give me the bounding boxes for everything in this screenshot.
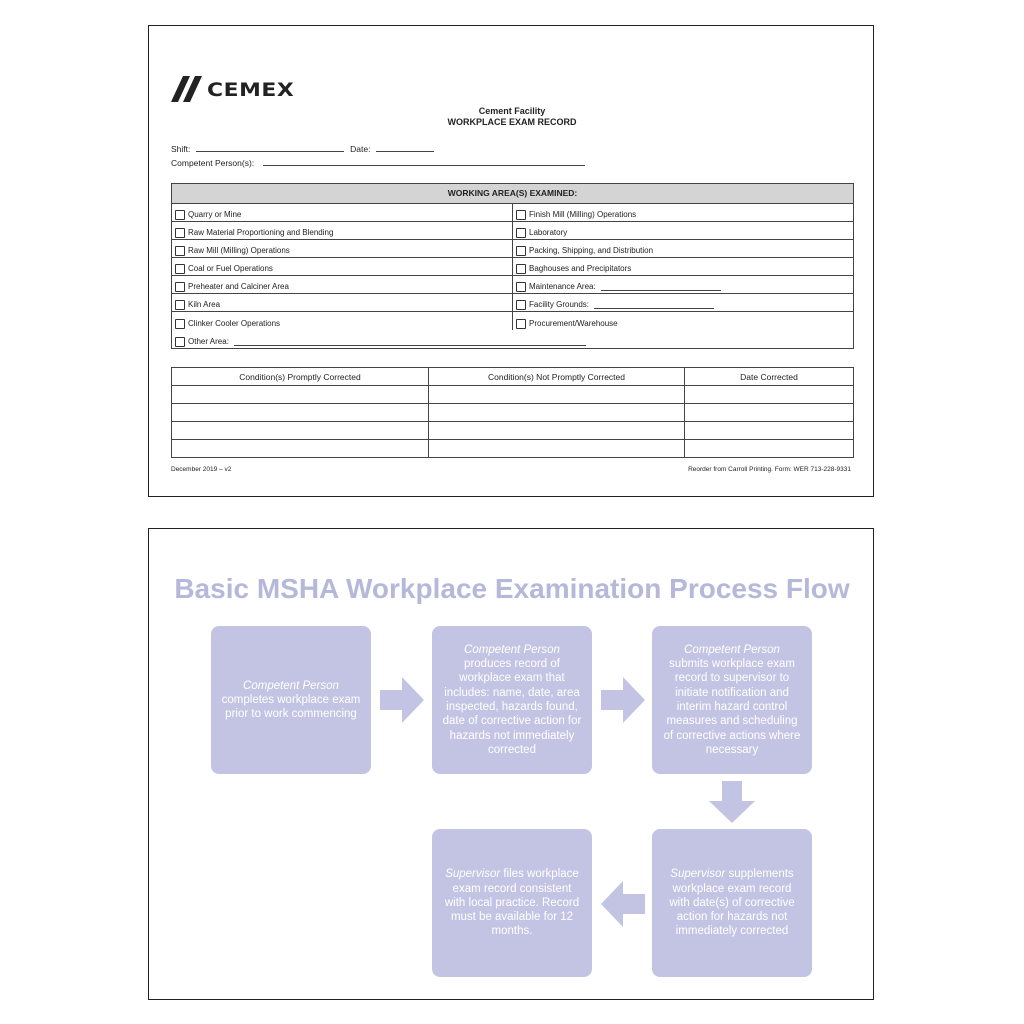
competent-person-label: Competent Person(s): [171,158,255,168]
logo-wordmark: CEMEX [207,79,295,101]
area-label: Maintenance Area: [529,282,596,291]
checkbox[interactable] [516,246,526,256]
shift-label: Shift: [171,144,191,154]
area-blank-field[interactable] [594,301,714,309]
area-cell [512,258,853,275]
checkbox[interactable] [516,319,526,329]
area-label: Procurement/Warehouse [529,319,618,328]
table-cell[interactable] [685,422,854,440]
cemex-logo [171,76,295,102]
corrections-table [171,367,854,458]
area-label: Coal or Fuel Operations [188,264,273,273]
table-cell[interactable] [685,440,854,458]
table-cell[interactable] [429,422,685,440]
arrow-right-icon [380,677,424,723]
competent-person-row [171,157,585,168]
shift-field[interactable] [196,143,344,152]
area-row [172,276,853,294]
step-3-role: Competent Person [684,643,780,656]
date-label: Date: [350,144,371,154]
form-title-facility: Cement Facility [478,106,546,116]
area-cell [512,312,853,330]
table-row [172,404,854,422]
date-field[interactable] [376,143,434,152]
col-promptly-corrected: Condition(s) Promptly Corrected [172,368,429,386]
area-cell [512,222,853,239]
area-cell [172,312,512,330]
area-row [172,294,853,312]
checkbox[interactable] [175,300,185,310]
step-5-text: files workplace exam record consistent with local practice. Record must be available for 12 months. [444,868,580,938]
area-cell [512,276,853,293]
area-row [172,312,853,330]
area-label: Preheater and Calciner Area [188,282,289,291]
area-cell [512,294,853,311]
area-row [172,240,853,258]
col-not-promptly-corrected: Condition(s) Not Promptly Corrected [429,368,685,386]
area-cell [172,204,512,221]
area-label: Baghouses and Precipitators [529,264,632,273]
area-label: Packing, Shipping, and Distribution [529,246,654,255]
checkbox[interactable] [516,228,526,238]
step-3-text: submits workplace exam record to supervisor to initiate notification and interim hazard control measures and scheduling of corrective actions where necessary [663,658,801,756]
area-row [172,204,853,222]
area-label: Finish Mill (Milling) Operations [529,210,637,219]
table-cell[interactable] [172,386,429,404]
checkbox[interactable] [175,264,185,274]
checkbox[interactable] [516,282,526,292]
area-cell [512,240,853,257]
table-cell[interactable] [429,440,685,458]
area-label: Clinker Cooler Operations [188,319,281,328]
area-row [172,222,853,240]
area-cell [172,258,512,275]
step-3-box [652,626,812,774]
area-label: Other Area: [188,337,229,346]
area-blank-field[interactable] [601,283,721,291]
arrow-left-icon [601,881,645,927]
step-4-text: supplements workplace exam record with date(s) of corrective action for hazards not immediately corrected [669,868,795,938]
table-cell[interactable] [172,440,429,458]
competent-person-field[interactable] [263,157,585,166]
arrow-down-icon [709,781,755,823]
step-5-role: Supervisor [445,868,501,881]
checkbox[interactable] [516,300,526,310]
checkbox[interactable] [175,319,185,329]
checkbox[interactable] [516,210,526,220]
step-5-box [432,829,592,977]
corrections-header-row [172,368,854,386]
checkbox[interactable] [175,246,185,256]
area-cell [172,276,512,293]
footer-reorder: Reorder from Carroll Printing. Form: WER 713-228-9331 [688,466,851,473]
shift-date-row [171,143,434,154]
footer-version: December 2019 – v2 [171,466,232,473]
area-label: Raw Material Proportioning and Blending [188,228,334,237]
checkbox[interactable] [175,282,185,292]
area-cell-other [172,330,853,348]
step-2-text: produces record of workplace exam that includes: name, date, area inspected, hazards found, date of corrective action for hazards not immediately corrected [442,658,582,756]
step-2-role: Competent Person [464,643,560,656]
area-cell [172,222,512,239]
table-cell[interactable] [685,404,854,422]
area-cell [172,240,512,257]
table-cell[interactable] [429,386,685,404]
table-cell[interactable] [685,386,854,404]
table-row [172,440,854,458]
table-row [172,422,854,440]
step-2-box [432,626,592,774]
step-1-text: completes workplace exam prior to work commencing [221,693,361,721]
process-flow-diagram [148,528,874,1000]
step-4-role: Supervisor [670,868,726,881]
step-4-box [652,829,812,977]
area-label: Kiln Area [188,300,221,309]
flow-title: Basic MSHA Workplace Examination Process Flow [174,573,850,604]
area-label: Quarry or Mine [188,210,242,219]
working-areas-table [171,183,854,349]
form-title: WORKPLACE EXAM RECORD [447,117,577,127]
col-date-corrected: Date Corrected [685,368,854,386]
checkbox[interactable] [175,337,185,347]
checkbox[interactable] [516,264,526,274]
checkbox[interactable] [175,210,185,220]
arrow-right-icon [601,677,645,723]
table-cell[interactable] [172,422,429,440]
table-cell[interactable] [429,404,685,422]
area-label: Laboratory [529,228,568,237]
area-row [172,258,853,276]
area-row-other [172,330,853,348]
working-areas-header: WORKING AREA(S) EXAMINED: [172,184,853,204]
checkbox[interactable] [175,228,185,238]
area-label: Facility Grounds: [529,300,590,309]
table-cell[interactable] [172,404,429,422]
workplace-exam-record-form [148,25,874,497]
area-cell [172,294,512,311]
table-row [172,386,854,404]
area-label: Raw Mill (Milling) Operations [188,246,290,255]
other-area-field[interactable] [234,338,586,346]
step-1-box [211,626,371,774]
step-1-role: Competent Person [243,679,339,692]
area-cell [512,204,853,221]
